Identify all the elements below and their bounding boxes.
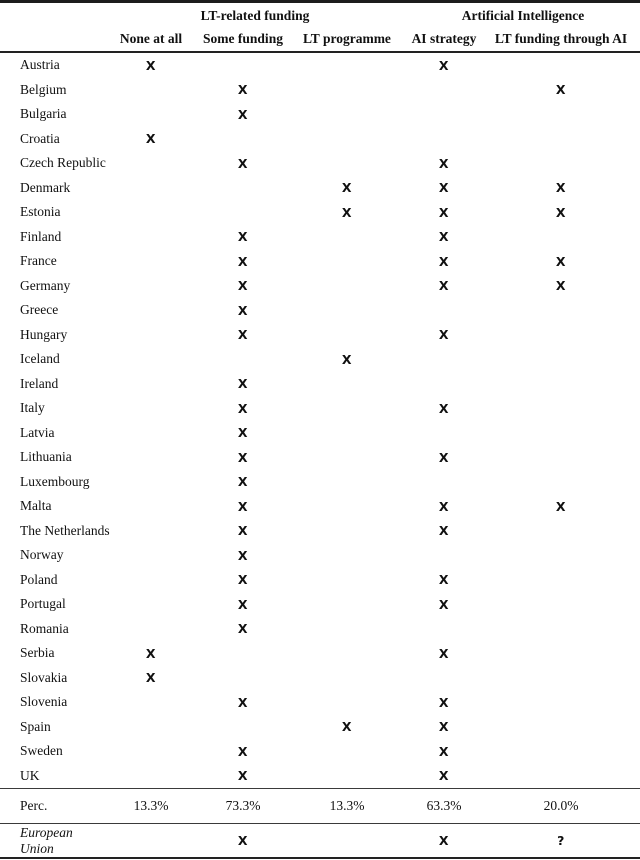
country-label: Sweden xyxy=(20,743,63,759)
country-label: Germany xyxy=(20,277,71,293)
mark-cell-some-funding: X xyxy=(237,229,249,245)
mark-cell-ai-strategy: X xyxy=(438,596,450,612)
perc-lt-programme: 13.3% xyxy=(329,798,365,813)
mark-cell-some-funding: X xyxy=(237,474,249,490)
table-row xyxy=(0,739,640,764)
mark-cell-ai-strategy: X xyxy=(438,572,450,588)
mark-cell-ai-strategy: X xyxy=(438,498,450,514)
table-header xyxy=(0,3,640,51)
country-label: Belgium xyxy=(20,81,67,97)
mark-cell-lt-funding-through-ai: X xyxy=(555,498,567,514)
mark-cell-ai-strategy: X xyxy=(438,57,450,73)
country-label: Portugal xyxy=(20,596,66,612)
perc-lt-funding-through-ai: 20.0% xyxy=(543,798,579,813)
mark-cell-lt-funding-through-ai: X xyxy=(555,253,567,269)
country-label: Latvia xyxy=(20,424,55,440)
table-row xyxy=(0,519,640,544)
country-label: UK xyxy=(20,767,40,783)
table-row xyxy=(0,200,640,225)
column-header-some-funding: Some funding xyxy=(203,31,283,46)
country-label: Spain xyxy=(20,718,51,734)
perc-some-funding: 73.3% xyxy=(225,798,261,813)
mark-cell-ai-strategy: X xyxy=(438,253,450,269)
mark-cell-ai-strategy: X xyxy=(438,694,450,710)
column-header-lt-programme: LT programme xyxy=(303,31,391,46)
mark-cell-some-funding: X xyxy=(237,621,249,637)
mark-cell-some-funding: X xyxy=(237,449,249,465)
table-row xyxy=(0,715,640,740)
mark-cell-some-funding: X xyxy=(237,425,249,441)
mark-cell-some-funding: X xyxy=(237,523,249,539)
country-label: Austria xyxy=(20,57,60,73)
country-label: Luxembourg xyxy=(20,473,90,489)
country-label: Norway xyxy=(20,547,64,563)
table-row xyxy=(0,274,640,299)
country-label: Estonia xyxy=(20,204,61,220)
mark-cell-some-funding: X xyxy=(237,743,249,759)
country-label: Bulgaria xyxy=(20,106,67,122)
country-label: Greece xyxy=(20,302,59,318)
group-header-artificial-intelligence: Artificial Intelligence xyxy=(461,7,585,23)
table-row xyxy=(0,421,640,446)
mark-cell-ai-strategy: X xyxy=(438,449,450,465)
eu-mark-lt-funding-through-ai: ? xyxy=(557,833,565,848)
column-header-lt-funding-through-ai: LT funding through AI xyxy=(494,31,628,46)
country-label: France xyxy=(20,253,57,269)
column-header-row xyxy=(0,27,640,51)
table-row xyxy=(0,396,640,421)
table-row xyxy=(0,127,640,152)
country-label: Slovenia xyxy=(20,694,68,710)
mark-cell-some-funding: X xyxy=(237,694,249,710)
mark-cell-lt-programme: X xyxy=(341,719,353,735)
mark-cell-lt-funding-through-ai: X xyxy=(555,180,567,196)
table-row xyxy=(0,543,640,568)
mark-cell-none-at-all: X xyxy=(145,670,157,686)
mark-cell-some-funding: X xyxy=(237,547,249,563)
table-row xyxy=(0,53,640,78)
table-row xyxy=(0,690,640,715)
mark-cell-some-funding: X xyxy=(237,106,249,122)
table-row xyxy=(0,617,640,642)
country-label: Malta xyxy=(20,498,52,514)
mark-cell-lt-programme: X xyxy=(341,180,353,196)
mark-cell-some-funding: X xyxy=(237,400,249,416)
table-row xyxy=(0,764,640,789)
european-union-row xyxy=(0,824,640,857)
table-body xyxy=(0,53,640,788)
summary-row-label: Perc. xyxy=(20,798,48,813)
country-label: Poland xyxy=(20,571,58,587)
table-row xyxy=(0,225,640,250)
mark-cell-none-at-all: X xyxy=(145,57,157,73)
table-row xyxy=(0,176,640,201)
country-label: Czech Republic xyxy=(20,155,106,171)
table-row xyxy=(0,445,640,470)
perc-none-at-all: 13.3% xyxy=(133,798,169,813)
eu-mark-some-funding: X xyxy=(237,833,249,848)
mark-cell-ai-strategy: X xyxy=(438,400,450,416)
mark-cell-some-funding: X xyxy=(237,327,249,343)
country-label: Romania xyxy=(20,620,69,636)
eu-mark-ai-strategy: X xyxy=(438,833,450,848)
table-row xyxy=(0,249,640,274)
mark-cell-ai-strategy: X xyxy=(438,645,450,661)
mark-cell-ai-strategy: X xyxy=(438,523,450,539)
table-row xyxy=(0,298,640,323)
mark-cell-ai-strategy: X xyxy=(438,229,450,245)
mark-cell-some-funding: X xyxy=(237,596,249,612)
country-label: Denmark xyxy=(20,179,71,195)
mark-cell-some-funding: X xyxy=(237,278,249,294)
mark-cell-lt-programme: X xyxy=(341,204,353,220)
table-row xyxy=(0,151,640,176)
country-label: Finland xyxy=(20,228,62,244)
mark-cell-some-funding: X xyxy=(237,155,249,171)
mark-cell-ai-strategy: X xyxy=(438,180,450,196)
table-row xyxy=(0,372,640,397)
mark-cell-none-at-all: X xyxy=(145,131,157,147)
mark-cell-lt-funding-through-ai: X xyxy=(555,278,567,294)
mark-cell-ai-strategy: X xyxy=(438,204,450,220)
table-row xyxy=(0,347,640,372)
mark-cell-none-at-all: X xyxy=(145,645,157,661)
group-header-lt-funding: LT-related funding xyxy=(200,7,310,23)
table-row xyxy=(0,323,640,348)
country-label: Iceland xyxy=(20,351,60,367)
mark-cell-ai-strategy: X xyxy=(438,327,450,343)
column-header-ai-strategy: AI strategy xyxy=(411,31,477,46)
table-row xyxy=(0,666,640,691)
mark-cell-some-funding: X xyxy=(237,572,249,588)
mark-cell-lt-funding-through-ai: X xyxy=(555,82,567,98)
column-header-none-at-all: None at all xyxy=(119,31,183,46)
perc-ai-strategy: 63.3% xyxy=(426,798,462,813)
country-label: Lithuania xyxy=(20,449,72,465)
country-label: Croatia xyxy=(20,130,60,146)
mark-cell-ai-strategy: X xyxy=(438,719,450,735)
country-label: The Netherlands xyxy=(20,522,110,538)
mark-cell-some-funding: X xyxy=(237,376,249,392)
bottom-rule xyxy=(0,857,640,859)
country-label: Italy xyxy=(20,400,45,416)
group-header-row xyxy=(0,4,640,27)
country-label: Hungary xyxy=(20,326,68,342)
mark-cell-some-funding: X xyxy=(237,768,249,784)
country-label: Slovakia xyxy=(20,669,68,685)
mark-cell-ai-strategy: X xyxy=(438,278,450,294)
mark-cell-lt-funding-through-ai: X xyxy=(555,204,567,220)
table-row xyxy=(0,592,640,617)
mark-cell-ai-strategy: X xyxy=(438,155,450,171)
table-row xyxy=(0,641,640,666)
table-row xyxy=(0,568,640,593)
country-label: Serbia xyxy=(20,645,55,661)
mark-cell-ai-strategy: X xyxy=(438,768,450,784)
mark-cell-some-funding: X xyxy=(237,498,249,514)
mark-cell-some-funding: X xyxy=(237,82,249,98)
summary-row-percentages xyxy=(0,789,640,823)
mark-cell-lt-programme: X xyxy=(341,351,353,367)
eu-row-label: European Union xyxy=(20,824,73,856)
table-row xyxy=(0,494,640,519)
mark-cell-ai-strategy: X xyxy=(438,743,450,759)
mark-cell-some-funding: X xyxy=(237,253,249,269)
mark-cell-some-funding: X xyxy=(237,302,249,318)
table-row xyxy=(0,78,640,103)
country-label: Ireland xyxy=(20,375,59,391)
table-row xyxy=(0,470,640,495)
table-row xyxy=(0,102,640,127)
